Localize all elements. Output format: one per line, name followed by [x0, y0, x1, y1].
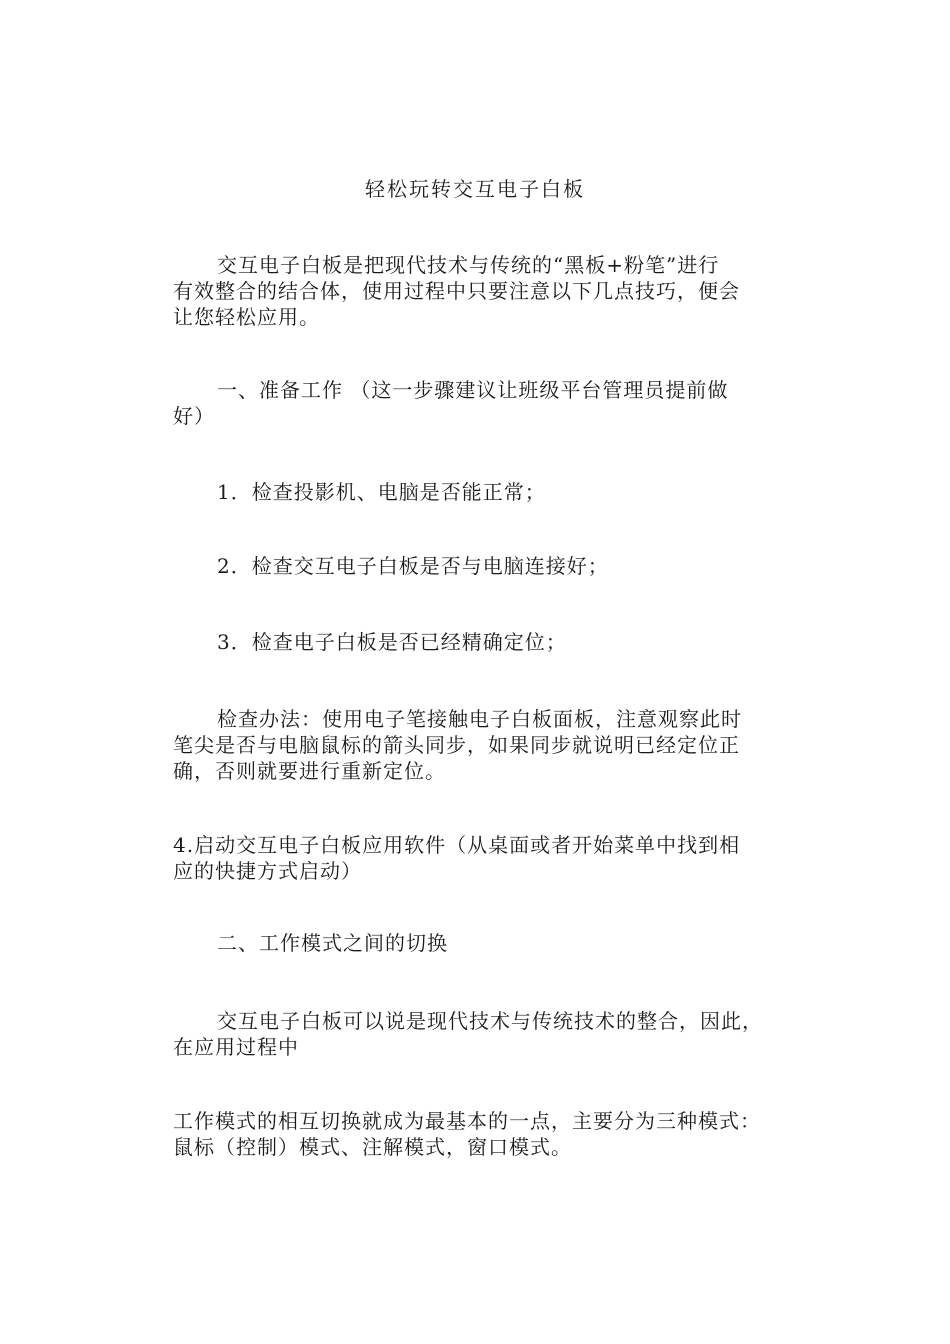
text-line: 交互电子白板可以说是现代技术与传统技术的整合，因此，	[217, 1009, 763, 1033]
text-line: 应的快捷方式启动）	[173, 859, 362, 883]
modes-paragraph	[173, 1108, 773, 1160]
text-line: 有效整合的结合体，使用过程中只要注意以下几点技巧，便会	[173, 279, 740, 303]
document-title: 轻松玩转交互电子白板	[365, 177, 585, 201]
text-line: 在应用过程中	[173, 1035, 299, 1059]
text-line: 鼠标（控制）模式、注解模式，窗口模式。	[173, 1135, 572, 1159]
step-item-4	[173, 832, 773, 884]
text-line: 3．检查电子白板是否已经精确定位；	[217, 630, 567, 654]
text-line: 笔尖是否与电脑鼠标的箭头同步，如果同步就说明已经定位正	[173, 733, 740, 757]
step-item-1	[173, 479, 773, 505]
section-heading-mode-switch	[173, 930, 773, 956]
intro-paragraph	[173, 252, 773, 330]
integration-paragraph	[173, 1008, 773, 1060]
text-line: 一、准备工作 （这一步骤建议让班级平台管理员提前做	[217, 378, 729, 402]
text-line: 2．检查交互电子白板是否与电脑连接好；	[217, 554, 609, 578]
step-item-3	[173, 629, 773, 655]
text-line: 好）	[173, 404, 215, 428]
text-line: 确，否则就要进行重新定位。	[173, 759, 446, 783]
text-line: 二、工作模式之间的切换	[217, 931, 448, 955]
text-line: 让您轻松应用。	[173, 305, 320, 329]
text-line: 检查办法：使用电子笔接触电子白板面板，注意观察此时	[217, 707, 742, 731]
text-line: 交互电子白板是把现代技术与传统的“黑板+粉笔”进行	[217, 253, 720, 277]
section-heading-preparation	[173, 377, 773, 429]
text-line: 4.启动交互电子白板应用软件（从桌面或者开始菜单中找到相	[173, 833, 741, 857]
step-item-2	[173, 553, 773, 579]
check-method-paragraph	[173, 706, 773, 784]
text-line: 工作模式的相互切换就成为最基本的一点，主要分为三种模式：	[173, 1109, 761, 1133]
text-line: 1．检查投影机、电脑是否能正常；	[217, 480, 546, 504]
